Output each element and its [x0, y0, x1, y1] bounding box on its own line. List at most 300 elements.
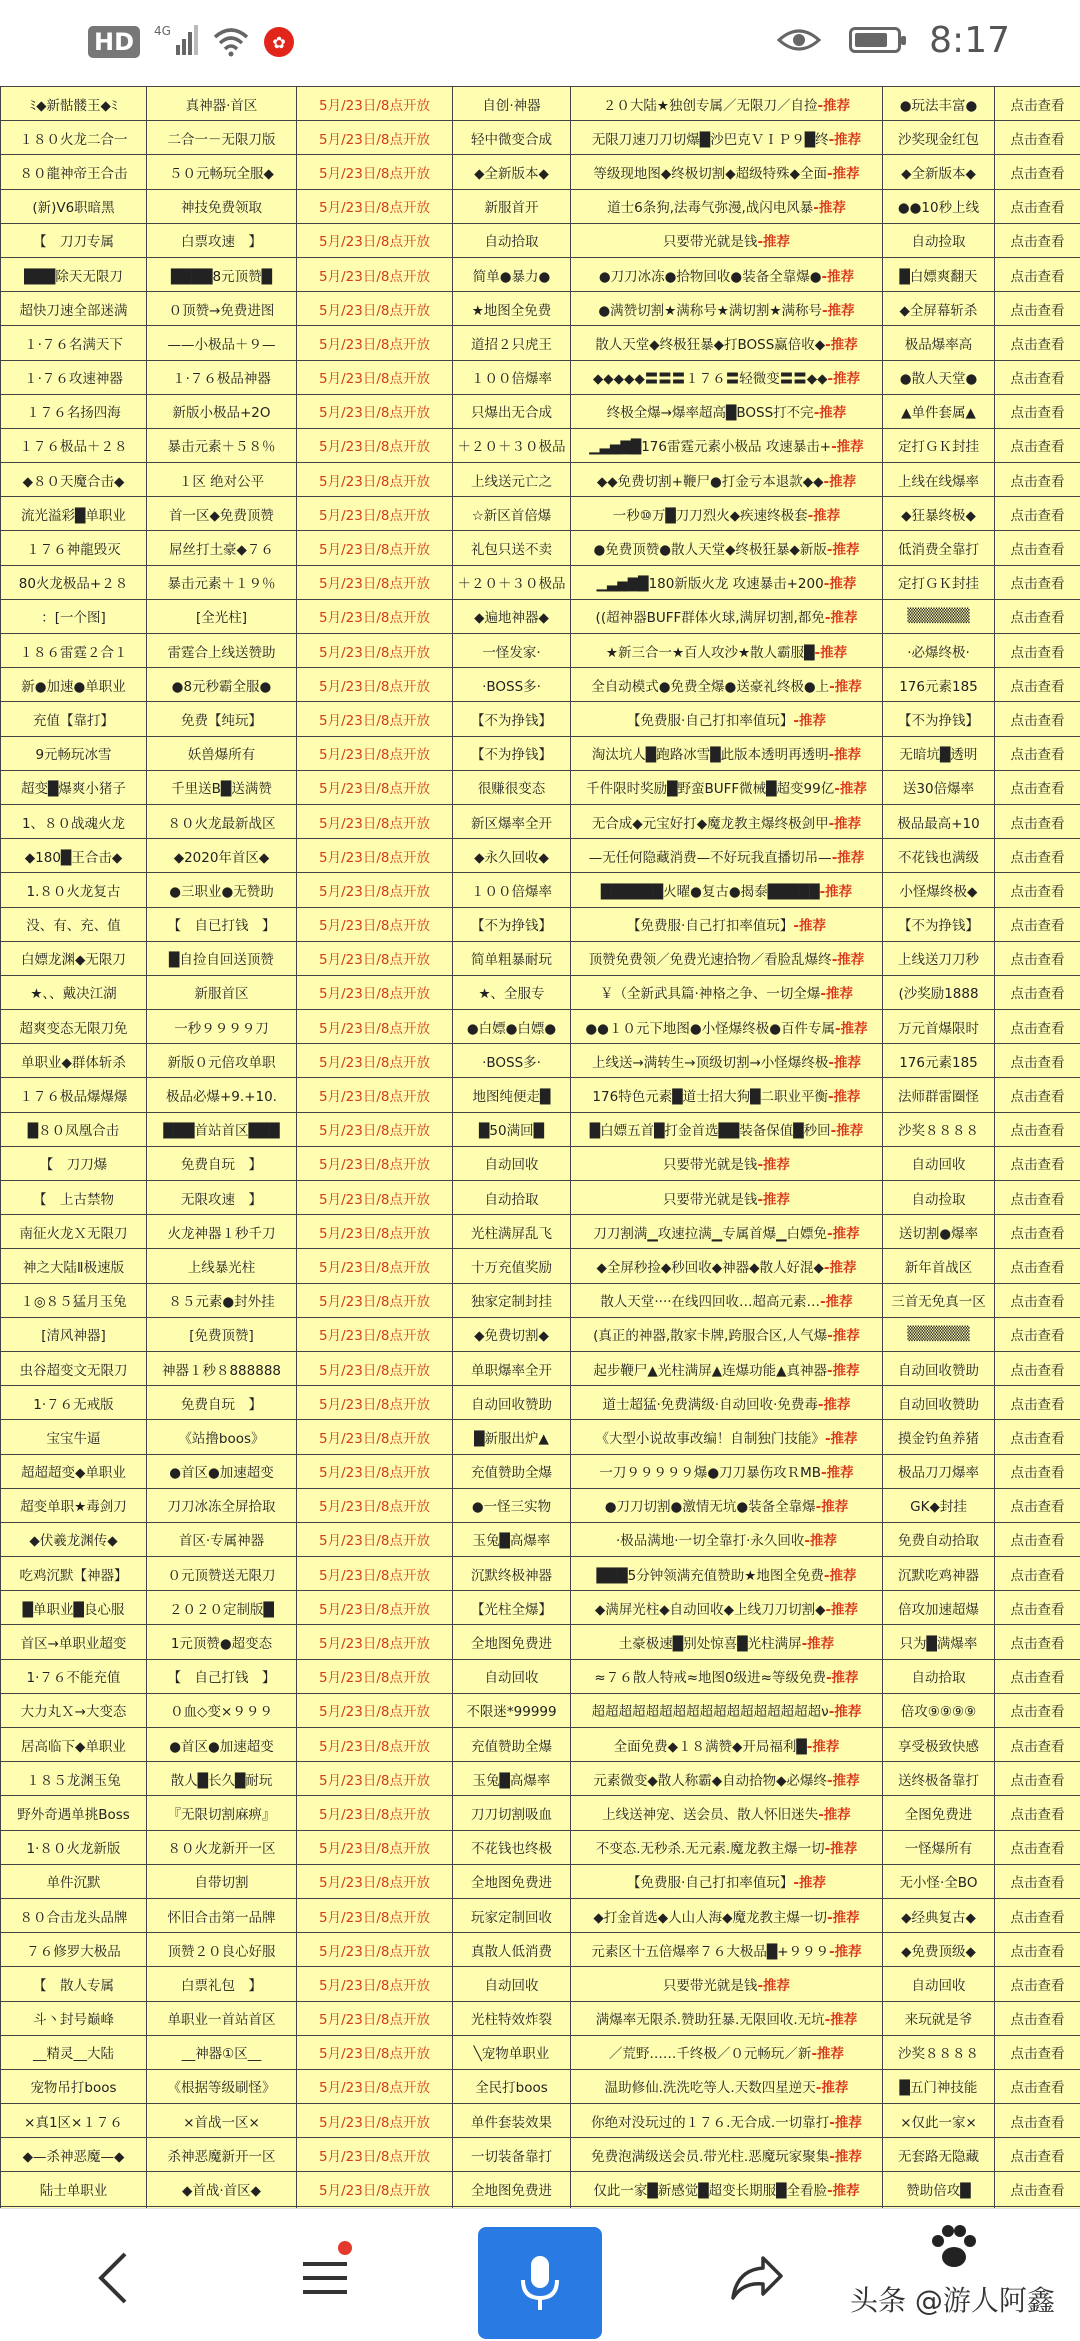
tag-cell: 极品刀刀爆率	[883, 1454, 995, 1488]
server-list-table-container[interactable]	[0, 86, 1080, 2208]
table-row[interactable]	[1, 326, 1080, 360]
recommend-tag: -推荐	[827, 1328, 860, 1344]
view-link-cell[interactable]: 点击查看	[995, 497, 1080, 531]
view-link-cell[interactable]: 点击查看	[995, 975, 1080, 1009]
table-row[interactable]	[1, 1146, 1080, 1180]
table-row[interactable]	[1, 634, 1080, 668]
table-row[interactable]	[1, 428, 1080, 462]
view-link-cell[interactable]: 点击查看	[995, 1864, 1080, 1898]
view-link-cell[interactable]: 点击查看	[995, 1112, 1080, 1146]
table-row[interactable]	[1, 394, 1080, 428]
tag-cell: ×仅此一家×	[883, 2104, 995, 2138]
server-name-cell: 斗丶封号巅峰	[1, 2001, 147, 2035]
view-link-cell[interactable]: 点击查看	[995, 1522, 1080, 1556]
table-row[interactable]	[1, 531, 1080, 565]
table-row[interactable]	[1, 2069, 1080, 2103]
table-row[interactable]	[1, 1215, 1080, 1249]
open-date-cell: 5月/23日/8点开放	[297, 531, 453, 565]
description-cell: 只要带光就是钱-推荐	[571, 1181, 883, 1215]
server-subtitle-cell: 怀旧合击第一品牌	[147, 1898, 297, 1932]
table-row[interactable]	[1, 804, 1080, 838]
feature-cell: 不花钱也终极	[453, 1830, 571, 1864]
server-subtitle-cell: ●三职业●无赞助	[147, 873, 297, 907]
menu-button[interactable]	[280, 2233, 370, 2323]
recommend-tag: -推荐	[828, 1055, 861, 1071]
table-row[interactable]	[1, 668, 1080, 702]
server-name-cell: 1·８０火龙新版	[1, 1830, 147, 1864]
open-date-cell: 5月/23日/8点开放	[297, 565, 453, 599]
open-date-cell: 5月/23日/8点开放	[297, 1078, 453, 1112]
view-link-cell[interactable]: 点击查看	[995, 1967, 1080, 2001]
view-link-cell[interactable]: 点击查看	[995, 1933, 1080, 1967]
share-button[interactable]	[712, 2233, 802, 2323]
feature-cell: 上线送元亡之	[453, 463, 571, 497]
feature-cell: 沉默终极神器	[453, 1557, 571, 1591]
open-date-cell: 5月/23日/8点开放	[297, 2035, 453, 2069]
table-row[interactable]	[1, 1625, 1080, 1659]
feature-cell: 全地图免费进	[453, 2172, 571, 2206]
server-name-cell: 【 刀刀爆	[1, 1146, 147, 1180]
tag-cell: 只为█满爆率	[883, 1625, 995, 1659]
description-cell: 一刀９９９９９爆●刀刀暴伤攻ＲMB-推荐	[571, 1454, 883, 1488]
open-date-cell: 5月/23日/8点开放	[297, 2138, 453, 2172]
feature-cell: 自动拾取	[453, 223, 571, 257]
view-link-cell[interactable]: 点击查看	[995, 839, 1080, 873]
table-row[interactable]	[1, 1762, 1080, 1796]
view-link-cell[interactable]: 点击查看	[995, 1317, 1080, 1351]
tag-cell: 自动回收赞助	[883, 1351, 995, 1385]
table-row[interactable]	[1, 1078, 1080, 1112]
server-name-cell: １８６雷霆２合１	[1, 634, 147, 668]
recommend-tag: -推荐	[757, 1157, 790, 1173]
view-link-cell[interactable]: 点击查看	[995, 907, 1080, 941]
server-subtitle-cell: 屌丝打土豪◆７６	[147, 531, 297, 565]
view-link-cell[interactable]: 点击查看	[995, 2172, 1080, 2206]
table-row[interactable]	[1, 121, 1080, 155]
tag-cell: 无小怪·全BO	[883, 1864, 995, 1898]
server-name-cell: １７６神龍毁灭	[1, 531, 147, 565]
description-cell: ▁▃▅▇█176雷霆元素小极品 攻速暴击+-推荐	[571, 428, 883, 462]
feature-cell: 玉兔█高爆率	[453, 1522, 571, 1556]
table-row[interactable]	[1, 1967, 1080, 2001]
server-subtitle-cell: [全光柱]	[147, 599, 297, 633]
table-row[interactable]	[1, 87, 1080, 121]
view-link-cell[interactable]: 点击查看	[995, 463, 1080, 497]
table-row[interactable]	[1, 2172, 1080, 2206]
table-row[interactable]	[1, 1351, 1080, 1385]
server-subtitle-cell: 自带切割	[147, 1864, 297, 1898]
tag-cell: 自动捡取	[883, 1181, 995, 1215]
tag-cell: ▒▒▒▒▒▒	[883, 1317, 995, 1351]
description-cell: ((超神器BUFF群体火球,满屏切割,都免-推荐	[571, 599, 883, 633]
server-subtitle-cell: 神器１秒８888888	[147, 1351, 297, 1385]
table-row[interactable]	[1, 2104, 1080, 2138]
view-link-cell[interactable]: 点击查看	[995, 1078, 1080, 1112]
server-name-cell: １·７６攻速神器	[1, 360, 147, 394]
tag-cell: 无暗坑█透明	[883, 736, 995, 770]
description-cell: 刀刀割满▁攻速拉满▁专属首爆▁白嫖免-推荐	[571, 1215, 883, 1249]
recommend-tag: -推荐	[827, 1363, 860, 1379]
table-row[interactable]	[1, 1728, 1080, 1762]
feature-cell: 全民打boos	[453, 2069, 571, 2103]
recommend-tag: -推荐	[757, 1192, 790, 1208]
server-subtitle-cell: ●首区●加速超变	[147, 1454, 297, 1488]
tag-cell: 极品爆率高	[883, 326, 995, 360]
table-row[interactable]	[1, 975, 1080, 1009]
table-row[interactable]	[1, 736, 1080, 770]
status-right	[777, 16, 1010, 64]
view-link-cell[interactable]: 点击查看	[995, 360, 1080, 394]
view-link-cell[interactable]: 点击查看	[995, 1181, 1080, 1215]
tag-cell: 176元素185	[883, 668, 995, 702]
recommend-tag: -推荐	[793, 713, 826, 729]
view-link-cell[interactable]: 点击查看	[995, 941, 1080, 975]
table-row[interactable]	[1, 1010, 1080, 1044]
open-date-cell: 5月/23日/8点开放	[297, 975, 453, 1009]
table-row[interactable]	[1, 1557, 1080, 1591]
table-row[interactable]	[1, 257, 1080, 291]
recommend-tag: -推荐	[825, 1431, 858, 1447]
open-date-cell: 5月/23日/8点开放	[297, 1454, 453, 1488]
description-cell: ★新三合一★百人攻沙★散人霸服█-推荐	[571, 634, 883, 668]
table-row[interactable]	[1, 1488, 1080, 1522]
feature-cell: 单件套装效果	[453, 2104, 571, 2138]
feature-cell: 自动拾取	[453, 1181, 571, 1215]
view-link-cell[interactable]: 点击查看	[995, 394, 1080, 428]
recommend-tag: -推荐	[829, 2115, 862, 2131]
description-cell: ／荒野……千终极／０元畅玩／新-推荐	[571, 2035, 883, 2069]
server-subtitle-cell: 白票攻速 】	[147, 223, 297, 257]
server-name-cell: 大力丸Ｘ→大变态	[1, 1693, 147, 1727]
view-link-cell[interactable]: 点击查看	[995, 873, 1080, 907]
open-date-cell: 5月/23日/8点开放	[297, 497, 453, 531]
tag-cell: ●散人天堂●	[883, 360, 995, 394]
table-row[interactable]	[1, 702, 1080, 736]
view-link-cell[interactable]: 点击查看	[995, 2001, 1080, 2035]
view-link-cell[interactable]: 点击查看	[995, 634, 1080, 668]
table-row[interactable]	[1, 155, 1080, 189]
description-cell: ◆◆免费切割+鞭尸●打金亏本退款◆◆-推荐	[571, 463, 883, 497]
server-name-cell: 1、８０战魂火龙	[1, 804, 147, 838]
tag-cell: 自动回收	[883, 1967, 995, 2001]
paw-icon	[926, 2219, 982, 2275]
feature-cell: 一切装备靠打	[453, 2138, 571, 2172]
table-row[interactable]	[1, 1283, 1080, 1317]
feature-cell: 只爆出无合成	[453, 394, 571, 428]
server-subtitle-cell: ●首区●加速超变	[147, 1728, 297, 1762]
table-row[interactable]	[1, 565, 1080, 599]
table-row[interactable]	[1, 873, 1080, 907]
feature-cell: 玉兔█高爆率	[453, 1762, 571, 1796]
server-subtitle-cell: ◆首战·首区◆	[147, 2172, 297, 2206]
feature-cell: 玩家定制回收	[453, 1898, 571, 1932]
open-date-cell: 5月/23日/8点开放	[297, 599, 453, 633]
huawei-logo-icon: ✿	[264, 27, 294, 57]
server-name-cell: 充值【靠打】	[1, 702, 147, 736]
recommend-tag: -推荐	[814, 405, 847, 421]
view-link-cell[interactable]: 点击查看	[995, 1693, 1080, 1727]
server-name-cell: 南征火龙Ｘ无限刀	[1, 1215, 147, 1249]
table-row[interactable]	[1, 1830, 1080, 1864]
description-cell: ●刀刀切割●激情无坑●装备全靠爆-推荐	[571, 1488, 883, 1522]
view-link-cell[interactable]: 点击查看	[995, 1488, 1080, 1522]
view-link-cell[interactable]: 点击查看	[995, 1898, 1080, 1932]
view-link-cell[interactable]: 点击查看	[995, 1386, 1080, 1420]
view-link-cell[interactable]: 点击查看	[995, 155, 1080, 189]
view-link-cell[interactable]: 点击查看	[995, 1283, 1080, 1317]
open-date-cell: 5月/23日/8点开放	[297, 1283, 453, 1317]
description-cell: ███5分钟领满充值赞助★地图全免费-推荐	[571, 1557, 883, 1591]
recommend-tag: -推荐	[834, 781, 867, 797]
feature-cell: 十万充值奖励	[453, 1249, 571, 1283]
view-link-cell[interactable]: 点击查看	[995, 668, 1080, 702]
tag-cell: 三首无免真一区	[883, 1283, 995, 1317]
recommend-tag: -推荐	[813, 200, 846, 216]
server-name-cell: 陆士单职业	[1, 2172, 147, 2206]
watermark-text: 头条 @游人阿鑫	[850, 2279, 1055, 2319]
feature-cell: 全地图免费进	[453, 1625, 571, 1659]
recommend-tag: -推荐	[828, 1089, 861, 1105]
server-subtitle-cell: 首区·专属神器	[147, 1522, 297, 1556]
server-name-cell: 超超超变◆单职业	[1, 1454, 147, 1488]
table-row[interactable]	[1, 2138, 1080, 2172]
view-link-cell[interactable]: 点击查看	[995, 121, 1080, 155]
recommend-tag: -推荐	[807, 1739, 840, 1755]
open-date-cell: 5月/23日/8点开放	[297, 1933, 453, 1967]
tag-cell: █白嫖爽翻天	[883, 257, 995, 291]
server-name-cell: 单职业◆群体斩杀	[1, 1044, 147, 1078]
table-row[interactable]	[1, 1796, 1080, 1830]
feature-cell: ★地图全免费	[453, 292, 571, 326]
server-subtitle-cell: 1元顶赞●超变态	[147, 1625, 297, 1659]
recommend-tag: -推荐	[829, 2149, 862, 2165]
table-row[interactable]	[1, 839, 1080, 873]
table-row[interactable]	[1, 2035, 1080, 2069]
server-subtitle-cell: 免费自玩 】	[147, 1386, 297, 1420]
wifi-icon	[212, 27, 250, 57]
server-subtitle-cell: 刀刀冰冻全屏拾取	[147, 1488, 297, 1522]
server-name-cell: 1.８０火龙复古	[1, 873, 147, 907]
view-link-cell[interactable]: 点击查看	[995, 257, 1080, 291]
server-name-cell: [清风神器]	[1, 1317, 147, 1351]
description-cell: ￥（全新武具篇·神格之争、一切全爆-推荐	[571, 975, 883, 1009]
view-link-cell[interactable]: 点击查看	[995, 1420, 1080, 1454]
table-row[interactable]	[1, 1693, 1080, 1727]
table-row[interactable]	[1, 770, 1080, 804]
table-row[interactable]	[1, 1933, 1080, 1967]
share-icon	[727, 2250, 787, 2306]
server-subtitle-cell: ８０火龙最新战区	[147, 804, 297, 838]
view-link-cell[interactable]: 点击查看	[995, 1454, 1080, 1488]
tag-cell: 176元素185	[883, 1044, 995, 1078]
recommend-tag: -推荐	[757, 1978, 790, 1994]
back-button[interactable]	[68, 2233, 158, 2323]
open-date-cell: 5月/23日/8点开放	[297, 1796, 453, 1830]
feature-cell: 自动回收	[453, 1146, 571, 1180]
table-row[interactable]	[1, 1386, 1080, 1420]
view-link-cell[interactable]: 点击查看	[995, 531, 1080, 565]
description-cell: 只要带光就是钱-推荐	[571, 1967, 883, 2001]
table-row[interactable]	[1, 1864, 1080, 1898]
table-row[interactable]	[1, 1044, 1080, 1078]
open-date-cell: 5月/23日/8点开放	[297, 1864, 453, 1898]
description-cell: ▁▃▅▇█180新版火龙 攻速暴击+200-推荐	[571, 565, 883, 599]
server-name-cell: 超爽变态无限刀免	[1, 1010, 147, 1044]
recommend-tag: -推荐	[831, 1123, 864, 1139]
tag-cell: ◆经典复古◆	[883, 1898, 995, 1932]
view-link-cell[interactable]: 点击查看	[995, 87, 1080, 121]
tag-cell: 【不为挣钱】	[883, 907, 995, 941]
view-link-cell[interactable]: 点击查看	[995, 326, 1080, 360]
view-link-cell[interactable]: 点击查看	[995, 2035, 1080, 2069]
recommend-tag: -推荐	[828, 371, 861, 387]
open-date-cell: 5月/23日/8点开放	[297, 360, 453, 394]
view-link-cell[interactable]: 点击查看	[995, 1796, 1080, 1830]
server-name-cell: ：[一个图]	[1, 599, 147, 633]
view-link-cell[interactable]: 点击查看	[995, 1351, 1080, 1385]
table-row[interactable]	[1, 292, 1080, 326]
feature-cell: ·BOSS多·	[453, 1044, 571, 1078]
table-row[interactable]	[1, 1522, 1080, 1556]
open-date-cell: 5月/23日/8点开放	[297, 2001, 453, 2035]
view-link-cell[interactable]: 点击查看	[995, 1215, 1080, 1249]
table-row[interactable]	[1, 1420, 1080, 1454]
recommend-tag: -推荐	[816, 1499, 849, 1515]
description-cell: 淘汰坑人█跑路冰雪█此版本透明再透明-推荐	[571, 736, 883, 770]
server-name-cell: １◎８５猛月玉兔	[1, 1283, 147, 1317]
description-cell: 散人天堂····在线四回收…超高元素…-推荐	[571, 1283, 883, 1317]
description-cell: 道士超猛·免费满级·自动回收·免费毒-推荐	[571, 1386, 883, 1420]
table-row[interactable]	[1, 1112, 1080, 1146]
view-link-cell[interactable]: 点击查看	[995, 1591, 1080, 1625]
recommend-tag: -推荐	[802, 1636, 835, 1652]
view-link-cell[interactable]: 点击查看	[995, 1557, 1080, 1591]
description-cell: 无限刀速刀刀切爆█沙巴克ＶＩＰ９█终-推荐	[571, 121, 883, 155]
server-subtitle-cell: 神技免费领取	[147, 189, 297, 223]
tag-cell: 倍攻⑨⑨⑨⑨	[883, 1693, 995, 1727]
view-link-cell[interactable]: 点击查看	[995, 770, 1080, 804]
server-subtitle-cell: １·７６极品神器	[147, 360, 297, 394]
view-link-cell[interactable]: 点击查看	[995, 1728, 1080, 1762]
server-subtitle-cell: 免费【纯玩】	[147, 702, 297, 736]
feature-cell: 独家定制封挂	[453, 1283, 571, 1317]
open-date-cell: 5月/23日/8点开放	[297, 1044, 453, 1078]
table-row[interactable]	[1, 599, 1080, 633]
open-date-cell: 5月/23日/8点开放	[297, 1591, 453, 1625]
table-row[interactable]	[1, 1898, 1080, 1932]
recommend-tag: -推荐	[826, 1670, 859, 1686]
feature-cell: 简单●暴力●	[453, 257, 571, 291]
view-link-cell[interactable]: 点击查看	[995, 702, 1080, 736]
view-link-cell[interactable]: 点击查看	[995, 804, 1080, 838]
server-name-cell: __精灵__大陆	[1, 2035, 147, 2069]
view-link-cell[interactable]: 点击查看	[995, 2138, 1080, 2172]
feature-cell: █新服出炉▲	[453, 1420, 571, 1454]
view-link-cell[interactable]: 点击查看	[995, 428, 1080, 462]
view-link-cell[interactable]: 点击查看	[995, 1625, 1080, 1659]
table-row[interactable]	[1, 1454, 1080, 1488]
table-row[interactable]	[1, 189, 1080, 223]
view-link-cell[interactable]: 点击查看	[995, 736, 1080, 770]
table-row[interactable]	[1, 1181, 1080, 1215]
view-link-cell[interactable]: 点击查看	[995, 2104, 1080, 2138]
table-row[interactable]	[1, 497, 1080, 531]
table-row[interactable]	[1, 941, 1080, 975]
bottom-navigation-bar	[0, 2208, 1080, 2341]
server-name-cell: ８０龍神帝王合击	[1, 155, 147, 189]
feature-cell: 【不为挣钱】	[453, 736, 571, 770]
recommend-tag: -推荐	[793, 918, 826, 934]
view-link-cell[interactable]: 点击查看	[995, 223, 1080, 257]
hd-badge: HD	[88, 26, 140, 58]
feature-cell: ·BOSS多·	[453, 668, 571, 702]
feature-cell: ＋２０＋３０极品	[453, 565, 571, 599]
voice-input-button[interactable]	[478, 2227, 602, 2339]
table-row[interactable]	[1, 463, 1080, 497]
recommend-tag: -推荐	[793, 1875, 826, 1891]
server-name-cell: ﾐ◆新骷髅王◆ﾐ	[1, 87, 147, 121]
server-name-cell: ×真1区×１７６	[1, 2104, 147, 2138]
open-date-cell: 5月/23日/8点开放	[297, 257, 453, 291]
server-name-cell: ★、、戴决江湖	[1, 975, 147, 1009]
recommend-tag: -推荐	[811, 2046, 844, 2062]
tag-cell: ▲单件套属▲	[883, 394, 995, 428]
view-link-cell[interactable]: 点击查看	[995, 1762, 1080, 1796]
view-link-cell[interactable]: 点击查看	[995, 1044, 1080, 1078]
tag-cell: 自动回收	[883, 1146, 995, 1180]
recommend-tag: -推荐	[822, 269, 855, 285]
view-link-cell[interactable]: 点击查看	[995, 1010, 1080, 1044]
server-name-cell: 1·７６不能充值	[1, 1659, 147, 1693]
table-row[interactable]	[1, 1659, 1080, 1693]
status-bar	[0, 0, 1080, 82]
feature-cell: 充值赞助全爆	[453, 1728, 571, 1762]
table-row[interactable]	[1, 2001, 1080, 2035]
description-cell: —无任何隐藏消费—不好玩我直播切吊—-推荐	[571, 839, 883, 873]
view-link-cell[interactable]: 点击查看	[995, 292, 1080, 326]
table-row[interactable]	[1, 1317, 1080, 1351]
table-row[interactable]	[1, 1591, 1080, 1625]
server-name-cell: ８０合击龙头品牌	[1, 1898, 147, 1932]
recommend-tag: -推荐	[827, 542, 860, 558]
view-link-cell[interactable]: 点击查看	[995, 1659, 1080, 1693]
view-link-cell[interactable]: 点击查看	[995, 189, 1080, 223]
table-row[interactable]	[1, 360, 1080, 394]
description-cell: 温助修仙.洗洗吃等人.天数四星逆天-推荐	[571, 2069, 883, 2103]
view-link-cell[interactable]: 点击查看	[995, 1249, 1080, 1283]
server-name-cell: 【 散人专属	[1, 1967, 147, 2001]
view-link-cell[interactable]: 点击查看	[995, 2069, 1080, 2103]
description-cell: ◆全屏秒捡◆秒回收◆神器◆散人好混◆-推荐	[571, 1249, 883, 1283]
description-cell: 一秒⑩万█刀刀烈火◆疾速终极套-推荐	[571, 497, 883, 531]
description-cell: 全面免费◆１８满赞◆开局福利█-推荐	[571, 1728, 883, 1762]
description-cell: 等级现地图◆终极切割◆超级特殊◆全面-推荐	[571, 155, 883, 189]
server-subtitle-cell: __神器①区__	[147, 2035, 297, 2069]
view-link-cell[interactable]: 点击查看	[995, 565, 1080, 599]
view-link-cell[interactable]: 点击查看	[995, 599, 1080, 633]
view-link-cell[interactable]: 点击查看	[995, 1830, 1080, 1864]
recommend-tag: -推荐	[824, 474, 857, 490]
recommend-tag: -推荐	[829, 1704, 862, 1720]
table-row[interactable]	[1, 1249, 1080, 1283]
table-row[interactable]	[1, 907, 1080, 941]
feature-cell: 自动回收	[453, 1659, 571, 1693]
server-subtitle-cell: 【 自已打钱 】	[147, 907, 297, 941]
open-date-cell: 5月/23日/8点开放	[297, 121, 453, 155]
description-cell: 无合成◆元宝好打◆魔龙教主爆终极剑甲-推荐	[571, 804, 883, 838]
view-link-cell[interactable]: 点击查看	[995, 1146, 1080, 1180]
table-row[interactable]	[1, 223, 1080, 257]
